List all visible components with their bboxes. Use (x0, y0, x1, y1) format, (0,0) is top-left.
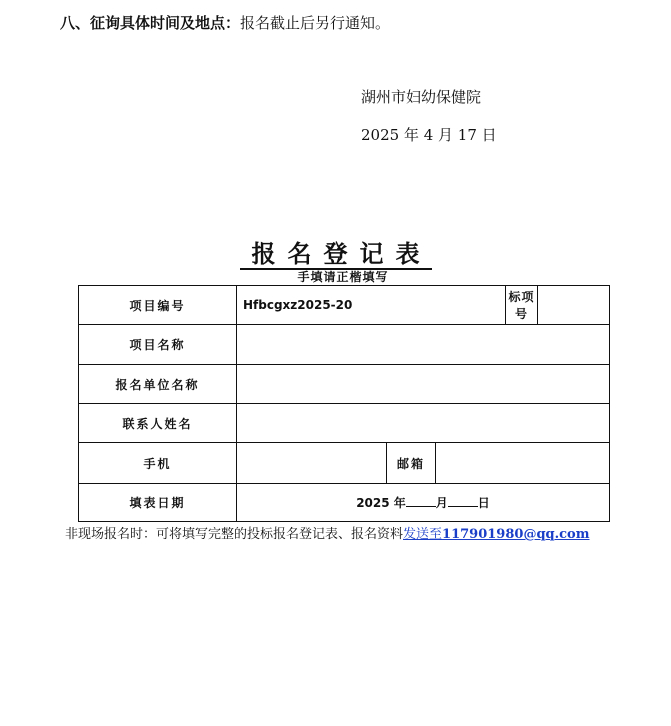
form-subtitle: 手填请正楷填写 (297, 270, 389, 284)
company-label: 报名单位名称 (79, 365, 237, 404)
signature-org: 湖州市妇幼保健院 (361, 88, 482, 106)
date-day: 日 (477, 496, 490, 510)
table-row (79, 325, 610, 365)
date-month: 月 (435, 496, 448, 510)
project-no-value[interactable]: Hfbcgxz2025-20 (237, 286, 506, 325)
form-title: 报名登记表 (0, 234, 671, 269)
table-row (79, 404, 610, 443)
table-row (79, 484, 610, 522)
day-blank[interactable] (448, 494, 478, 507)
company-field[interactable] (237, 365, 610, 404)
table-row (79, 365, 610, 404)
date-year: 2025 年 (356, 496, 406, 510)
project-name-label: 项目名称 (79, 325, 237, 365)
email-field[interactable] (436, 443, 610, 484)
table-row (79, 443, 610, 484)
contact-label: 联系人姓名 (79, 404, 237, 443)
month-blank[interactable] (406, 494, 436, 507)
section-heading: 八、征询具体时间及地点： (60, 14, 241, 32)
contact-field[interactable] (237, 404, 610, 443)
fill-date[interactable] (237, 484, 610, 522)
section-text: 报名截止后另行通知。 (240, 14, 391, 32)
email-link[interactable]: 发送至117901980@qq.com (403, 527, 590, 542)
lot-no-label: 标项号 (506, 286, 538, 325)
signature-date: 2025 年 4 月 17 日 (361, 126, 497, 144)
registration-table (78, 285, 610, 522)
project-no-label: 项目编号 (79, 286, 237, 325)
table-row (79, 286, 610, 325)
phone-field[interactable] (237, 443, 387, 484)
email-label: 邮箱 (387, 443, 436, 484)
submission-note (65, 523, 590, 542)
date-label: 填表日期 (79, 484, 237, 522)
lot-no-field[interactable] (538, 286, 610, 325)
section-heading-line (60, 12, 390, 33)
phone-label: 手机 (79, 443, 237, 484)
project-name-field[interactable] (237, 325, 610, 365)
note-text: 非现场报名时：可将填写完整的投标报名登记表、报名资料 (65, 527, 404, 542)
